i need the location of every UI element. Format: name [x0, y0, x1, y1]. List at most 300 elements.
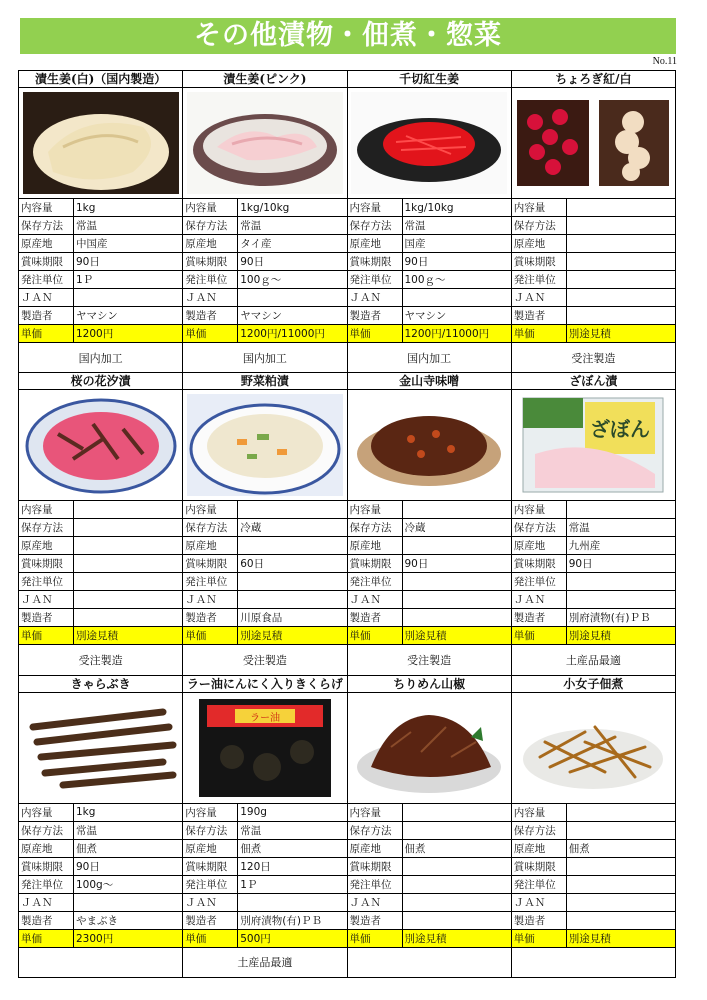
- spec-row-origin: [183, 537, 346, 555]
- spec-row-maker: [512, 307, 675, 325]
- spec-row-price: [512, 627, 675, 645]
- spec-row-price: [183, 325, 346, 343]
- spec-label: 単価: [19, 627, 74, 645]
- spec-table: [512, 804, 675, 948]
- spec-label: 賞味期限: [512, 857, 567, 875]
- product-name: 桜の花汐漬: [19, 373, 182, 390]
- spec-label: ＪＡＮ: [348, 591, 403, 609]
- spec-row-maker: [512, 911, 675, 929]
- spec-label: 賞味期限: [19, 253, 74, 271]
- product-card: [19, 676, 183, 978]
- product-photo: [183, 88, 346, 199]
- spec-value: 別途見積: [402, 627, 511, 645]
- spec-row-price: [512, 929, 675, 947]
- spec-table: [183, 199, 346, 343]
- spec-label: ＪＡＮ: [512, 893, 567, 911]
- product-name: ちょろぎ紅/白: [512, 71, 675, 88]
- product-card: [19, 71, 183, 373]
- product-name: 千切紅生姜: [348, 71, 511, 88]
- spec-value: [402, 857, 511, 875]
- spec-row-jan: [512, 893, 675, 911]
- spec-value: 120日: [238, 857, 347, 875]
- product-name: ざぼん漬: [512, 373, 675, 390]
- spec-row-origin: [512, 537, 675, 555]
- spec-label: 発注単位: [183, 875, 238, 893]
- product-name: 漬生姜(ピンク): [183, 71, 346, 88]
- spec-row-maker: [348, 609, 511, 627]
- spec-value: [402, 537, 511, 555]
- spec-label: 製造者: [19, 307, 74, 325]
- spec-label: 賞味期限: [19, 857, 74, 875]
- product-photo: [19, 693, 182, 804]
- spec-row-jan: [512, 289, 675, 307]
- spec-label: ＪＡＮ: [19, 591, 74, 609]
- product-card: [348, 373, 512, 675]
- spec-label: 製造者: [512, 911, 567, 929]
- product-name: ちりめん山椒: [348, 676, 511, 693]
- spec-value: [566, 217, 675, 235]
- product-note: 受注製造: [242, 653, 287, 667]
- spec-value: [238, 893, 347, 911]
- spec-value: [238, 537, 347, 555]
- product-name: 漬生姜(白)（国内製造）: [19, 71, 182, 88]
- spec-label: 保存方法: [183, 217, 238, 235]
- product-note: 土産品最適: [565, 653, 621, 667]
- spec-value: 1Ｐ: [238, 875, 347, 893]
- spec-row-maker: [183, 307, 346, 325]
- spec-label: 単価: [19, 325, 74, 343]
- spec-row-order-unit: [348, 573, 511, 591]
- product-name: 野菜粕漬: [183, 373, 346, 390]
- spec-row-content: [183, 501, 346, 519]
- spec-value: 別途見積: [566, 929, 675, 947]
- spec-value: 90日: [402, 555, 511, 573]
- spec-row-shelf-life: [512, 857, 675, 875]
- spec-label: ＪＡＮ: [183, 289, 238, 307]
- spec-value: [238, 501, 347, 519]
- spec-value: [402, 893, 511, 911]
- spec-value: [402, 804, 511, 822]
- spec-value: [566, 875, 675, 893]
- spec-label: ＪＡＮ: [19, 289, 74, 307]
- spec-table: [348, 501, 511, 645]
- spec-row-maker: [19, 911, 182, 929]
- spec-label: 製造者: [512, 609, 567, 627]
- spec-row-content: [512, 804, 675, 822]
- spec-label: 保存方法: [512, 519, 567, 537]
- spec-row-jan: [348, 591, 511, 609]
- spec-value: 佃煮: [402, 839, 511, 857]
- spec-row-order-unit: [348, 875, 511, 893]
- spec-row-jan: [348, 289, 511, 307]
- product-note: 受注製造: [407, 653, 452, 667]
- spec-row-origin: [512, 235, 675, 253]
- spec-label: 原産地: [183, 235, 238, 253]
- product-card: [348, 676, 512, 978]
- spec-value: 1kg/10kg: [402, 199, 511, 217]
- spec-label: 単価: [183, 929, 238, 947]
- spec-row-content: [512, 501, 675, 519]
- spec-row-shelf-life: [512, 253, 675, 271]
- spec-value: [402, 591, 511, 609]
- spec-label: 製造者: [348, 307, 403, 325]
- spec-label: 賞味期限: [348, 857, 403, 875]
- spec-value: [74, 537, 183, 555]
- spec-value: [566, 235, 675, 253]
- spec-value: 常温: [238, 217, 347, 235]
- spec-row-content: [19, 804, 182, 822]
- spec-row-content: [183, 804, 346, 822]
- spec-label: 発注単位: [19, 875, 74, 893]
- spec-label: 発注単位: [348, 271, 403, 289]
- spec-value: [238, 573, 347, 591]
- spec-value: 190g: [238, 804, 347, 822]
- spec-row-storage: [183, 519, 346, 537]
- spec-label: 製造者: [183, 911, 238, 929]
- spec-row-jan: [348, 893, 511, 911]
- spec-row-maker: [19, 609, 182, 627]
- spec-row-content: [348, 501, 511, 519]
- spec-label: 発注単位: [512, 875, 567, 893]
- spec-label: 賞味期限: [183, 555, 238, 573]
- spec-label: 内容量: [512, 501, 567, 519]
- spec-value: [402, 821, 511, 839]
- spec-value: ヤマシン: [238, 307, 347, 325]
- spec-row-order-unit: [348, 271, 511, 289]
- spec-row-content: [348, 804, 511, 822]
- spec-table: [348, 199, 511, 343]
- spec-label: 単価: [348, 929, 403, 947]
- spec-row-shelf-life: [183, 857, 346, 875]
- spec-value: 1200円/11000円: [402, 325, 511, 343]
- spec-value: 別途見積: [74, 627, 183, 645]
- product-card: [183, 373, 347, 675]
- product-photo: [19, 390, 182, 501]
- spec-label: 賞味期限: [512, 253, 567, 271]
- spec-value: [566, 911, 675, 929]
- spec-label: 製造者: [183, 609, 238, 627]
- spec-row-maker: [348, 911, 511, 929]
- spec-row-storage: [348, 217, 511, 235]
- product-card: [183, 71, 347, 373]
- spec-row-storage: [19, 519, 182, 537]
- spec-row-order-unit: [183, 271, 346, 289]
- spec-label: 発注単位: [183, 271, 238, 289]
- svg-text:ラー油: ラー油: [249, 712, 280, 724]
- spec-row-origin: [348, 537, 511, 555]
- spec-value: 1200円: [74, 325, 183, 343]
- product-note: 受注製造: [571, 351, 616, 365]
- spec-label: 製造者: [348, 609, 403, 627]
- spec-label: 内容量: [183, 804, 238, 822]
- spec-row-origin: [183, 839, 346, 857]
- spec-value: [566, 591, 675, 609]
- spec-row-content: [19, 199, 182, 217]
- spec-row-shelf-life: [19, 555, 182, 573]
- spec-value: 佃煮: [566, 839, 675, 857]
- spec-row-price: [512, 325, 675, 343]
- spec-label: 内容量: [19, 199, 74, 217]
- spec-row-content: [19, 501, 182, 519]
- spec-label: 賞味期限: [348, 555, 403, 573]
- product-photo: [512, 390, 675, 501]
- spec-label: 製造者: [19, 609, 74, 627]
- spec-row-maker: [348, 307, 511, 325]
- product-name: きゃらぶき: [19, 676, 182, 693]
- spec-label: 保存方法: [348, 519, 403, 537]
- spec-label: 原産地: [512, 839, 567, 857]
- spec-label: ＪＡＮ: [183, 591, 238, 609]
- spec-table: [348, 804, 511, 948]
- spec-label: 単価: [348, 627, 403, 645]
- spec-value: [74, 289, 183, 307]
- product-name: 金山寺味噌: [348, 373, 511, 390]
- spec-value: 1kg: [74, 199, 183, 217]
- spec-value: ヤマシン: [74, 307, 183, 325]
- spec-value: [238, 289, 347, 307]
- spec-value: [566, 289, 675, 307]
- spec-label: 原産地: [183, 537, 238, 555]
- spec-label: 原産地: [348, 537, 403, 555]
- spec-label: ＪＡＮ: [348, 893, 403, 911]
- spec-label: 保存方法: [183, 519, 238, 537]
- spec-label: ＪＡＮ: [348, 289, 403, 307]
- spec-label: 内容量: [512, 804, 567, 822]
- spec-value: [566, 307, 675, 325]
- spec-label: 発注単位: [512, 271, 567, 289]
- product-photo: [348, 390, 511, 501]
- product-note: 国内加工: [242, 351, 287, 365]
- spec-value: [566, 501, 675, 519]
- spec-label: 内容量: [512, 199, 567, 217]
- spec-value: 国産: [402, 235, 511, 253]
- spec-value: [74, 501, 183, 519]
- spec-row-storage: [183, 217, 346, 235]
- spec-value: 500円: [238, 929, 347, 947]
- spec-value: [566, 573, 675, 591]
- spec-value: [74, 591, 183, 609]
- spec-value: [566, 271, 675, 289]
- product-name: 小女子佃煮: [512, 676, 675, 693]
- spec-label: 発注単位: [19, 573, 74, 591]
- spec-row-shelf-life: [19, 253, 182, 271]
- spec-row-shelf-life: [183, 253, 346, 271]
- spec-value: 別途見積: [402, 929, 511, 947]
- spec-label: 賞味期限: [512, 555, 567, 573]
- spec-label: 発注単位: [348, 875, 403, 893]
- spec-row-order-unit: [183, 573, 346, 591]
- spec-label: 発注単位: [512, 573, 567, 591]
- spec-row-order-unit: [19, 573, 182, 591]
- spec-row-shelf-life: [348, 555, 511, 573]
- product-name: ラー油にんにく入りきくらげ: [183, 676, 346, 693]
- spec-value: 90日: [74, 857, 183, 875]
- spec-row-jan: [183, 591, 346, 609]
- spec-row-price: [19, 929, 182, 947]
- spec-value: やまぶき: [74, 911, 183, 929]
- spec-label: 内容量: [183, 501, 238, 519]
- product-card: [512, 373, 676, 675]
- spec-value: 100ｇ～: [238, 271, 347, 289]
- spec-row-jan: [183, 289, 346, 307]
- spec-row-storage: [348, 821, 511, 839]
- spec-row-order-unit: [512, 573, 675, 591]
- spec-row-content: [183, 199, 346, 217]
- spec-label: 賞味期限: [19, 555, 74, 573]
- spec-label: 原産地: [348, 235, 403, 253]
- spec-row-price: [19, 325, 182, 343]
- spec-row-origin: [19, 537, 182, 555]
- spec-row-maker: [512, 609, 675, 627]
- spec-value: ヤマシン: [402, 307, 511, 325]
- spec-label: 原産地: [19, 235, 74, 253]
- spec-row-storage: [19, 821, 182, 839]
- spec-value: 1kg: [74, 804, 183, 822]
- spec-label: 発注単位: [183, 573, 238, 591]
- spec-label: 単価: [19, 929, 74, 947]
- spec-row-origin: [183, 235, 346, 253]
- spec-label: 原産地: [512, 235, 567, 253]
- spec-row-price: [183, 627, 346, 645]
- spec-value: [402, 573, 511, 591]
- spec-label: 単価: [512, 929, 567, 947]
- spec-value: 別途見積: [566, 627, 675, 645]
- page-title: その他漬物・佃煮・惣菜: [20, 18, 676, 54]
- spec-value: 冷蔵: [402, 519, 511, 537]
- spec-row-jan: [183, 893, 346, 911]
- spec-value: [238, 591, 347, 609]
- spec-label: ＪＡＮ: [19, 893, 74, 911]
- spec-label: 発注単位: [19, 271, 74, 289]
- spec-value: 佃煮: [74, 839, 183, 857]
- spec-label: 発注単位: [348, 573, 403, 591]
- spec-row-maker: [19, 307, 182, 325]
- spec-row-order-unit: [19, 271, 182, 289]
- product-card: [348, 71, 512, 373]
- spec-table: [183, 804, 346, 948]
- product-photo: [183, 390, 346, 501]
- spec-value: 90日: [566, 555, 675, 573]
- spec-table: [512, 501, 675, 645]
- product-photo: [512, 693, 675, 804]
- spec-label: 内容量: [348, 804, 403, 822]
- spec-row-shelf-life: [512, 555, 675, 573]
- product-note: [348, 948, 511, 977]
- product-card: [183, 676, 347, 978]
- spec-table: [19, 501, 182, 645]
- spec-value: 別府漬物(有)ＰＢ: [238, 911, 347, 929]
- spec-label: 賞味期限: [348, 253, 403, 271]
- spec-table: [19, 804, 182, 948]
- spec-label: 単価: [348, 325, 403, 343]
- product-photo: [183, 693, 346, 804]
- spec-value: 1kg/10kg: [238, 199, 347, 217]
- spec-row-price: [19, 627, 182, 645]
- spec-row-origin: [348, 839, 511, 857]
- spec-row-storage: [19, 217, 182, 235]
- spec-label: 単価: [512, 325, 567, 343]
- spec-value: [402, 875, 511, 893]
- spec-row-maker: [183, 609, 346, 627]
- spec-row-price: [348, 627, 511, 645]
- spec-value: [74, 893, 183, 911]
- spec-label: 内容量: [183, 199, 238, 217]
- spec-row-origin: [348, 235, 511, 253]
- spec-label: 内容量: [348, 199, 403, 217]
- spec-value: [566, 893, 675, 911]
- product-note: 国内加工: [407, 351, 452, 365]
- product-card: [19, 373, 183, 675]
- spec-value: [402, 501, 511, 519]
- spec-value: 2300円: [74, 929, 183, 947]
- spec-row-origin: [512, 839, 675, 857]
- page-number: No.11: [652, 56, 677, 67]
- spec-value: [566, 199, 675, 217]
- spec-row-shelf-life: [348, 857, 511, 875]
- product-photo: [348, 693, 511, 804]
- spec-value: 常温: [74, 821, 183, 839]
- spec-value: [74, 609, 183, 627]
- product-note: 受注製造: [78, 653, 123, 667]
- spec-value: タイ産: [238, 235, 347, 253]
- spec-value: 1200円/11000円: [238, 325, 347, 343]
- product-card: [512, 676, 676, 978]
- spec-row-shelf-life: [348, 253, 511, 271]
- spec-row-price: [348, 325, 511, 343]
- spec-label: 保存方法: [348, 217, 403, 235]
- spec-value: 100g～: [74, 875, 183, 893]
- spec-value: 常温: [238, 821, 347, 839]
- spec-value: 1Ｐ: [74, 271, 183, 289]
- spec-row-storage: [512, 217, 675, 235]
- product-photo: [19, 88, 182, 199]
- spec-label: ＪＡＮ: [512, 591, 567, 609]
- spec-label: 保存方法: [512, 821, 567, 839]
- product-note: 国内加工: [78, 351, 123, 365]
- spec-value: 常温: [74, 217, 183, 235]
- spec-row-origin: [19, 235, 182, 253]
- spec-label: 原産地: [183, 839, 238, 857]
- spec-table: [512, 199, 675, 343]
- spec-label: 内容量: [19, 501, 74, 519]
- spec-label: 単価: [512, 627, 567, 645]
- spec-label: 保存方法: [19, 821, 74, 839]
- spec-label: 保存方法: [19, 217, 74, 235]
- spec-value: 100ｇ～: [402, 271, 511, 289]
- product-photo: [348, 88, 511, 199]
- spec-label: 保存方法: [19, 519, 74, 537]
- spec-label: 賞味期限: [183, 857, 238, 875]
- spec-value: 常温: [402, 217, 511, 235]
- spec-value: 別途見積: [566, 325, 675, 343]
- spec-label: 製造者: [183, 307, 238, 325]
- spec-row-order-unit: [512, 271, 675, 289]
- spec-row-shelf-life: [183, 555, 346, 573]
- spec-row-storage: [512, 821, 675, 839]
- spec-value: [402, 911, 511, 929]
- spec-row-price: [183, 929, 346, 947]
- spec-value: [566, 253, 675, 271]
- spec-row-origin: [19, 839, 182, 857]
- spec-value: 川原食品: [238, 609, 347, 627]
- spec-value: 90日: [402, 253, 511, 271]
- spec-table: [19, 199, 182, 343]
- spec-label: 原産地: [19, 839, 74, 857]
- spec-value: [566, 804, 675, 822]
- spec-row-price: [348, 929, 511, 947]
- spec-row-jan: [512, 591, 675, 609]
- product-note: 土産品最適: [237, 956, 293, 970]
